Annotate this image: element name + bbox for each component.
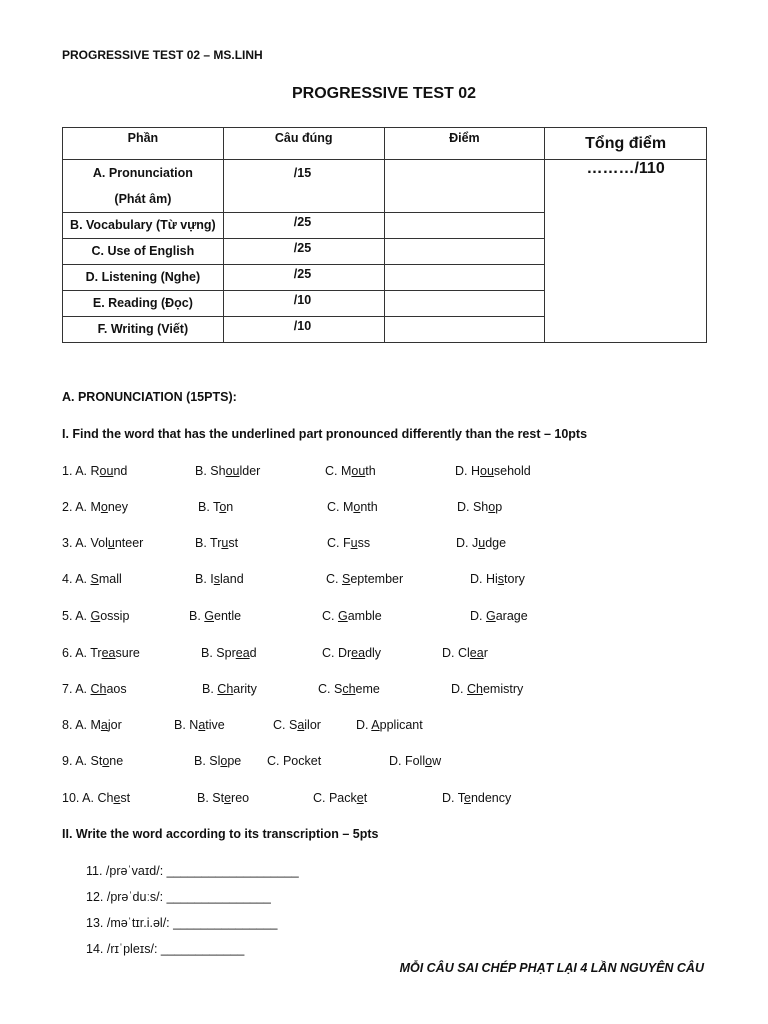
underlined-part: o xyxy=(425,754,433,768)
option-text: C. Dr xyxy=(322,646,352,660)
column-header-correct: Câu đúng xyxy=(223,128,384,160)
part-cell: F. Writing (Viết) xyxy=(63,317,224,343)
correct-cell: /10 xyxy=(223,317,384,343)
question-option xyxy=(195,536,238,550)
points-cell[interactable] xyxy=(384,213,545,239)
question-option xyxy=(62,682,127,696)
option-text: 3. A. Vol xyxy=(62,536,108,550)
underlined-part: a xyxy=(198,718,206,732)
underlined-part: u xyxy=(221,536,229,550)
correct-cell: /25 xyxy=(223,213,384,239)
underlined-part: a xyxy=(297,718,305,732)
option-text: C. M xyxy=(327,500,354,514)
correct-cell: /25 xyxy=(223,265,384,291)
option-text: D. Hi xyxy=(470,572,498,586)
underlined-part: o xyxy=(488,500,496,514)
option-text: 2. A. M xyxy=(62,500,101,514)
underlined-part: o xyxy=(219,500,227,514)
underlined-part: G xyxy=(337,609,348,623)
part-cell: B. Vocabulary (Từ vựng) xyxy=(63,213,224,239)
underlined-part: o xyxy=(220,754,228,768)
option-text: eme xyxy=(355,682,380,696)
question-option xyxy=(327,500,378,514)
option-text: D. H xyxy=(455,464,480,478)
option-text: C. xyxy=(326,572,342,586)
section-a-title: A. PRONUNCIATION (15PTS): xyxy=(62,390,237,404)
question-option xyxy=(62,536,143,550)
option-text: st xyxy=(120,791,131,805)
option-text: emistry xyxy=(482,682,524,696)
option-text: B. T xyxy=(198,500,220,514)
correct-value: /15 xyxy=(293,166,312,180)
underlined-part: a xyxy=(100,718,108,732)
option-text: w xyxy=(432,754,442,768)
option-text: mall xyxy=(98,572,122,586)
question-option xyxy=(457,500,502,514)
underlined-part: G xyxy=(90,609,101,623)
option-text: 4. A. xyxy=(62,572,91,586)
question-option xyxy=(62,646,140,660)
underlined-part: S xyxy=(341,572,351,586)
table-header-row xyxy=(63,128,707,160)
option-text: d xyxy=(249,646,257,660)
points-cell[interactable] xyxy=(384,160,545,213)
option-text: C. Pocket xyxy=(267,754,322,768)
underlined-part: u xyxy=(107,536,115,550)
underlined-part: S xyxy=(90,572,99,586)
underlined-part: e xyxy=(464,791,471,805)
underlined-part: ea xyxy=(235,646,250,660)
question-option xyxy=(273,718,321,732)
option-text: ne xyxy=(109,754,124,768)
question-option xyxy=(327,536,370,550)
option-text: dly xyxy=(365,646,382,660)
option-text: t xyxy=(363,791,368,805)
correct-cell: /10 xyxy=(223,291,384,317)
option-text: B. Sh xyxy=(195,464,226,478)
column-header-points: Điểm xyxy=(384,128,545,160)
question-option xyxy=(322,646,381,660)
option-text: reo xyxy=(231,791,250,805)
underlined-part: Ch xyxy=(217,682,234,696)
option-text: sehold xyxy=(493,464,531,478)
underlined-part: ea xyxy=(469,646,484,660)
question-option xyxy=(197,791,249,805)
question-option xyxy=(189,609,241,623)
option-text: n xyxy=(226,500,234,514)
question-option xyxy=(451,682,523,696)
question-option xyxy=(267,754,321,768)
correct-cell: /25 xyxy=(223,239,384,265)
underlined-part: e xyxy=(113,791,121,805)
column-header-total: Tổng điểm xyxy=(545,128,707,160)
part-cell xyxy=(63,160,224,213)
question-option xyxy=(194,754,241,768)
option-text: C. S xyxy=(318,682,343,696)
underlined-part: ea xyxy=(101,646,116,660)
option-text: 9. A. St xyxy=(62,754,103,768)
option-text: ossip xyxy=(100,609,130,623)
option-text: ney xyxy=(107,500,129,514)
option-text: ilor xyxy=(304,718,321,732)
option-text: nd xyxy=(113,464,128,478)
option-text: B. Tr xyxy=(195,536,222,550)
question-option xyxy=(470,609,528,623)
underlined-part: s xyxy=(213,572,221,586)
option-text: B. Spr xyxy=(201,646,236,660)
question-option xyxy=(174,718,225,732)
option-text: 1. A. R xyxy=(62,464,100,478)
question-option xyxy=(195,572,244,586)
option-text: B. xyxy=(189,609,205,623)
underlined-part: ou xyxy=(480,464,494,478)
option-text: p xyxy=(495,500,503,514)
underlined-part: u xyxy=(478,536,486,550)
underlined-part: s xyxy=(497,572,505,586)
question-option xyxy=(456,536,506,550)
total-score-cell[interactable] xyxy=(545,160,707,343)
option-text: tive xyxy=(205,718,225,732)
underlined-part: o xyxy=(353,500,361,514)
column-header-part: Phần xyxy=(63,128,224,160)
score-summary-table xyxy=(62,127,707,343)
points-cell[interactable] xyxy=(384,291,545,317)
option-text: nth xyxy=(360,500,378,514)
part-cell: E. Reading (Đọc) xyxy=(63,291,224,317)
underlined-part: Ch xyxy=(90,682,107,696)
total-score-value: ………/110 xyxy=(586,160,665,177)
option-text: D. xyxy=(470,609,486,623)
question-option xyxy=(318,682,380,696)
question-option xyxy=(62,500,128,514)
question-option xyxy=(62,791,130,805)
option-text: pe xyxy=(227,754,242,768)
option-text: D. xyxy=(451,682,467,696)
question-option xyxy=(62,754,123,768)
part-label: A. Pronunciation xyxy=(92,166,193,180)
option-text: 5. A. xyxy=(62,609,91,623)
page-title: PROGRESSIVE TEST 02 xyxy=(291,85,477,102)
question-option xyxy=(356,718,423,732)
underlined-part: ou xyxy=(225,464,240,478)
question-option xyxy=(442,791,511,805)
option-text: ndency xyxy=(470,791,512,805)
underlined-part: G xyxy=(204,609,215,623)
option-text: D. J xyxy=(456,536,479,550)
option-text: 6. A. Tr xyxy=(62,646,102,660)
question-option xyxy=(62,572,122,586)
option-text: D. Sh xyxy=(457,500,489,514)
underlined-part: u xyxy=(350,536,358,550)
underlined-part: ou xyxy=(99,464,114,478)
option-text: nteer xyxy=(114,536,144,550)
option-text: B. I xyxy=(195,572,214,586)
part-cell: D. Listening (Nghe) xyxy=(63,265,224,291)
question-option xyxy=(326,572,403,586)
option-text: D. xyxy=(356,718,372,732)
question-option xyxy=(442,646,488,660)
option-text: arity xyxy=(233,682,257,696)
underlined-part: o xyxy=(100,500,108,514)
underlined-part: ou xyxy=(351,464,366,478)
question-option xyxy=(62,609,129,623)
points-cell[interactable] xyxy=(384,317,545,343)
question-option xyxy=(62,464,127,478)
underlined-part: o xyxy=(102,754,110,768)
option-text: amble xyxy=(347,609,382,623)
points-cell[interactable] xyxy=(384,239,545,265)
option-text: st xyxy=(228,536,239,550)
option-text: C. Pack xyxy=(313,791,357,805)
part2-instruction: II. Write the word according to its transcription – 5pts xyxy=(62,827,379,841)
option-text: C. xyxy=(322,609,338,623)
option-text: sure xyxy=(115,646,140,660)
transcription-item: 14. /rɪˈpleɪs/: ____________ xyxy=(86,942,245,956)
option-text: B. St xyxy=(197,791,225,805)
part1-instruction: I. Find the word that has the underlined part pronounced differently than the rest – 10pts xyxy=(62,427,588,441)
question-option xyxy=(198,500,233,514)
table-row xyxy=(63,160,707,213)
question-option xyxy=(62,718,122,732)
question-option xyxy=(325,464,376,478)
transcription-item: 13. /məˈtɪr.i.əl/: _______________ xyxy=(86,916,278,930)
option-text: B. xyxy=(202,682,218,696)
option-text: aos xyxy=(106,682,127,696)
underlined-part: ea xyxy=(351,646,366,660)
transcription-item: 12. /prəˈduːs/: _______________ xyxy=(86,890,271,904)
underlined-part: e xyxy=(224,791,232,805)
question-option xyxy=(455,464,531,478)
option-text: D. Cl xyxy=(442,646,470,660)
option-text: D. T xyxy=(442,791,464,805)
question-option xyxy=(313,791,367,805)
option-text: pplicant xyxy=(379,718,423,732)
underlined-part: ch xyxy=(342,682,356,696)
option-text: tory xyxy=(504,572,525,586)
option-text: B. N xyxy=(174,718,199,732)
option-text: lder xyxy=(239,464,261,478)
underlined-part: Ch xyxy=(466,682,483,696)
option-text: 7. A. xyxy=(62,682,91,696)
option-text: C. M xyxy=(325,464,352,478)
option-text: dge xyxy=(485,536,507,550)
option-text: jor xyxy=(107,718,122,732)
option-text: C. S xyxy=(273,718,298,732)
option-text: entle xyxy=(214,609,242,623)
underlined-part: A xyxy=(371,718,380,732)
option-text: eptember xyxy=(350,572,404,586)
option-text: land xyxy=(220,572,244,586)
header-title-left: PROGRESSIVE TEST 02 – MS.LINH xyxy=(62,48,263,62)
option-text: C. F xyxy=(327,536,351,550)
option-text: B. Sl xyxy=(194,754,221,768)
correct-cell xyxy=(223,160,384,213)
option-text: 10. A. Ch xyxy=(62,791,114,805)
option-text: r xyxy=(483,646,488,660)
option-text: th xyxy=(365,464,376,478)
transcription-item: 11. /prəˈvaɪd/: ___________________ xyxy=(86,864,299,878)
part-sublabel: (Phát âm) xyxy=(114,192,172,206)
footer-note: MỖI CÂU SAI CHÉP PHẠT LẠI 4 LẦN NGUYÊN CÂU xyxy=(399,961,704,975)
part-cell: C. Use of English xyxy=(63,239,224,265)
option-text: 8. A. M xyxy=(62,718,101,732)
points-cell[interactable] xyxy=(384,265,545,291)
question-option xyxy=(322,609,382,623)
question-option xyxy=(195,464,260,478)
option-text: D. Foll xyxy=(389,754,426,768)
option-text: arage xyxy=(495,609,528,623)
question-option xyxy=(470,572,525,586)
question-option xyxy=(201,646,257,660)
option-text: ss xyxy=(357,536,371,550)
underlined-part: G xyxy=(485,609,496,623)
underlined-part: e xyxy=(356,791,364,805)
question-option xyxy=(389,754,441,768)
question-option xyxy=(202,682,257,696)
